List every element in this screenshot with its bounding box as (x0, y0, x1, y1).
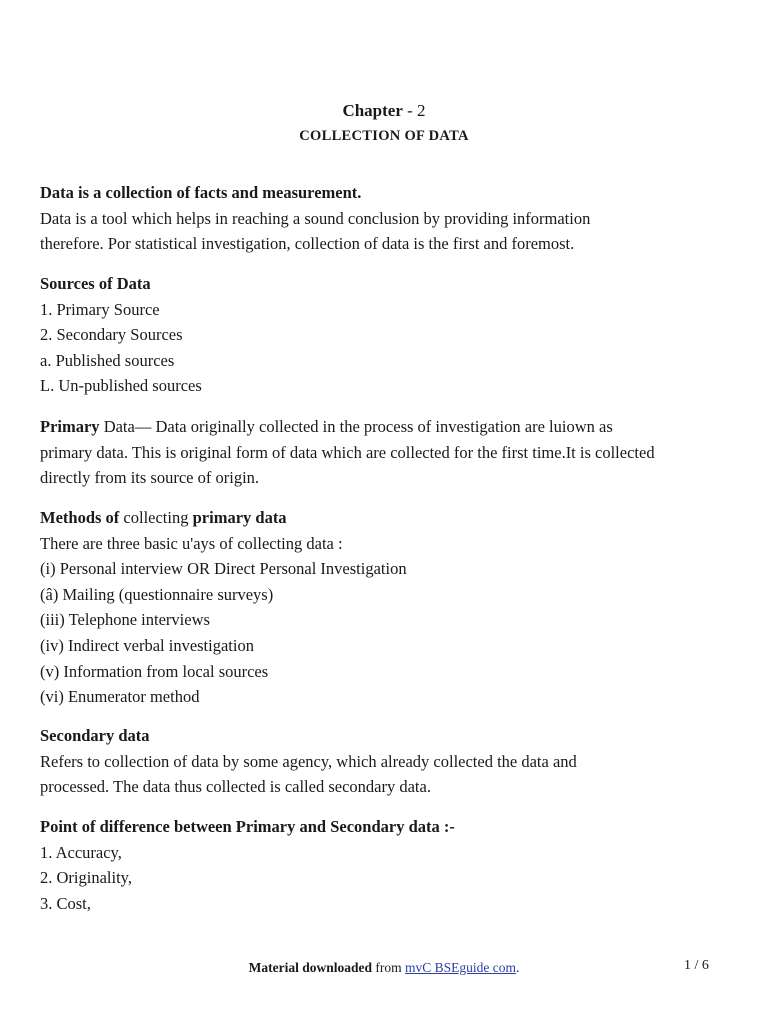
list-item: (vi) Enumerator method (40, 687, 200, 707)
intro-section (40, 180, 730, 257)
list-item: L. Un-published sources (40, 376, 202, 396)
list-item: 1. Accuracy, (40, 842, 122, 862)
secondary-line: Refers to collection of data by some agency, which already collected the data and (40, 751, 577, 771)
primary-line: primary data. This is original form of data which are collected for the first time.It is collected (40, 442, 655, 462)
list-item: 3. Cost, (40, 893, 91, 913)
page-number: 1 / 6 (684, 958, 709, 973)
list-item: (iv) Indirect verbal investigation (40, 635, 254, 655)
chapter-title: COLLECTION OF DATA (299, 128, 469, 144)
list-item: (i) Personal interview OR Direct Personal Investigation (40, 559, 407, 579)
footer-end: . (516, 960, 520, 975)
primary-line: directly from its source of origin. (40, 468, 260, 488)
list-item: (â) Mailing (questionnaire surveys) (40, 584, 274, 604)
list-item: (v) Information from local sources (40, 661, 269, 681)
list-item: 2. Originality, (40, 868, 132, 888)
list-item: (iii) Telephone interviews (40, 610, 210, 630)
intro-heading: Data is a collection of facts and measurement. (40, 183, 362, 202)
footer-bold: Material downloaded (248, 960, 372, 975)
difference-section (40, 814, 730, 916)
primary-term: Primary (40, 417, 100, 436)
list-item: a. Published sources (40, 350, 175, 370)
methods-heading-part: Methods of (40, 508, 120, 527)
footer-link[interactable]: mvC BSEguide com (405, 960, 516, 975)
methods-list (40, 556, 730, 710)
list-item: 2. Secondary Sources (40, 325, 183, 345)
footer-from: from (372, 960, 405, 975)
primary-section (40, 414, 730, 491)
difference-list (40, 840, 730, 917)
secondary-section (40, 723, 730, 800)
chapter-number: - 2 (402, 101, 426, 120)
sources-heading: Sources of Data (40, 274, 151, 293)
primary-line (40, 414, 730, 440)
methods-intro: There are three basic u'ays of collecting data : (40, 533, 343, 553)
chapter-heading (0, 101, 768, 121)
methods-heading-part: collecting (119, 508, 193, 527)
chapter-label: Chapter (342, 101, 403, 120)
sources-section (40, 271, 730, 399)
list-item: 1. Primary Source (40, 299, 160, 319)
methods-heading (40, 505, 730, 531)
difference-heading: Point of difference between Primary and Secondary data :- (40, 817, 455, 836)
methods-section (40, 505, 730, 710)
sources-list (40, 297, 730, 399)
secondary-line: processed. The data thus collected is called secondary data. (40, 777, 431, 797)
intro-line: Data is a tool which helps in reaching a sound conclusion by providing information (40, 208, 591, 228)
secondary-heading: Secondary data (40, 726, 150, 745)
intro-line: therefore. Por statistical investigation, collection of data is the first and foremost. (40, 234, 575, 254)
primary-line-rest: Data— Data originally collected in the process of investigation are luiown as (99, 417, 613, 436)
methods-heading-part: primary data (192, 508, 287, 527)
footer-note (0, 960, 768, 976)
